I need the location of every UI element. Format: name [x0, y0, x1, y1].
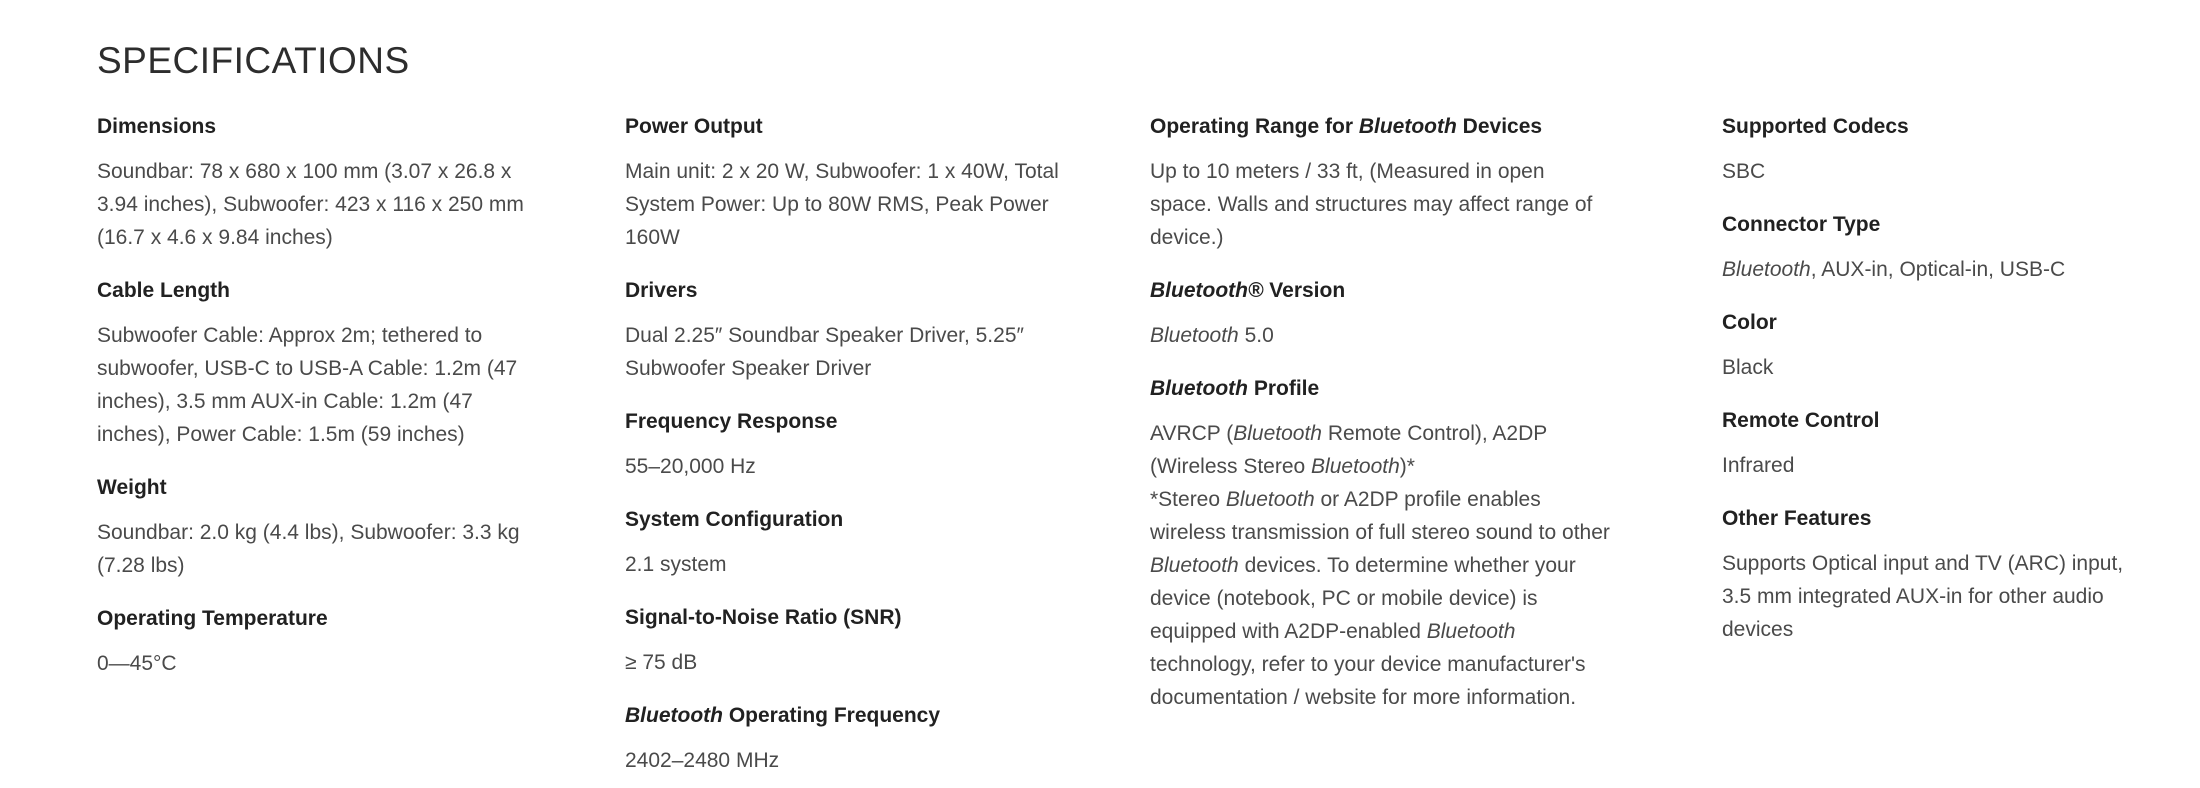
- italic-text-segment: Bluetooth: [1150, 324, 1239, 347]
- text-segment: Cable Length: [97, 279, 231, 302]
- text-segment: or A2DP profile enables wireless transmission of full stereo sound to other: [1150, 488, 1610, 544]
- spec-section: [625, 505, 1085, 581]
- spec-section: [625, 276, 1085, 385]
- italic-text-segment: Bluetooth: [1426, 620, 1516, 643]
- spec-heading: [1722, 406, 2142, 436]
- text-segment: Profile: [1247, 377, 1320, 400]
- text-segment: 5.0: [1238, 324, 1274, 347]
- italic-text-segment: Bluetooth: [1150, 377, 1248, 400]
- spec-heading: [97, 112, 547, 142]
- spec-heading: [1722, 308, 2142, 338]
- italic-text-segment: Bluetooth: [1311, 455, 1400, 478]
- spec-value: [1722, 449, 2142, 482]
- spec-value: [625, 155, 1085, 254]
- spec-section: [1150, 276, 1610, 352]
- text-segment: 2402–2480 MHz: [625, 749, 780, 772]
- italic-text-segment: Bluetooth®: [1150, 279, 1264, 302]
- spec-value: [1722, 253, 2142, 286]
- text-segment: 2.1 system: [625, 553, 727, 576]
- text-segment: Other Features: [1722, 507, 1872, 530]
- spec-heading: [97, 473, 547, 503]
- spec-value: [625, 548, 1085, 581]
- spec-section: [1722, 210, 2142, 286]
- spec-value: [97, 516, 547, 582]
- text-segment: Drivers: [625, 279, 698, 302]
- spec-value: [625, 744, 1085, 777]
- spec-section: [97, 276, 547, 451]
- text-segment: Black: [1722, 356, 1774, 379]
- spec-section: [625, 701, 1085, 777]
- text-segment: Operating Frequency: [722, 704, 941, 727]
- text-segment: System Configuration: [625, 508, 844, 531]
- italic-text-segment: Bluetooth: [1722, 258, 1811, 281]
- text-segment: Main unit: 2 x 20 W, Subwoofer: 1 x 40W, Total System Power: Up to 80W RMS, Peak Power 160W: [625, 160, 1059, 249]
- spec-value: [97, 155, 547, 254]
- text-segment: Up to 10 meters / 33 ft, (Measured in open space. Walls and structures may affect range of device.): [1150, 160, 1593, 249]
- spec-value: [97, 647, 547, 680]
- text-segment: , AUX-in, Optical-in, USB-C: [1810, 258, 2066, 281]
- spec-heading: [1150, 276, 1610, 306]
- spec-heading: [625, 112, 1085, 142]
- text-segment: devices. To determine whether your device (notebook, PC or mobile device) is equipped with A2DP-enabled: [1150, 554, 1576, 643]
- italic-text-segment: Bluetooth: [1225, 488, 1315, 511]
- spec-section: [1722, 504, 2142, 646]
- text-segment: Supports Optical input and TV (ARC) input, 3.5 mm integrated AUX-in for other audio devices: [1722, 552, 2124, 641]
- text-segment: Signal-to-Noise Ratio (SNR): [625, 606, 902, 629]
- spec-heading: [1722, 210, 2142, 240]
- page-title: SPECIFICATIONS: [97, 40, 410, 81]
- text-segment: Operating Temperature: [97, 607, 328, 630]
- text-segment: SBC: [1722, 160, 1766, 183]
- spec-heading: [625, 407, 1085, 437]
- text-segment: 55–20,000 Hz: [625, 455, 756, 478]
- spec-section: [1722, 308, 2142, 384]
- text-segment: AVRCP (: [1150, 422, 1234, 445]
- text-segment: *Stereo: [1150, 488, 1226, 511]
- text-segment: technology, refer to your device manufacturer's documentation / website for more information.: [1150, 653, 1586, 709]
- spec-value: [1722, 351, 2142, 384]
- spec-heading: [625, 276, 1085, 306]
- spec-heading: [625, 505, 1085, 535]
- text-segment: Power Output: [625, 115, 763, 138]
- italic-text-segment: Bluetooth: [625, 704, 723, 727]
- text-segment: Operating Range for: [1150, 115, 1359, 138]
- text-segment: )*: [1399, 455, 1415, 478]
- text-segment: Remote Control: [1722, 409, 1880, 432]
- text-segment: Color: [1722, 311, 1777, 334]
- text-segment: Version: [1263, 279, 1346, 302]
- spec-column-4: [1722, 112, 2142, 668]
- spec-section: [1722, 406, 2142, 482]
- spec-value: [625, 450, 1085, 483]
- spec-heading: [625, 701, 1085, 731]
- spec-section: [625, 112, 1085, 254]
- spec-section: [97, 112, 547, 254]
- text-segment: Connector Type: [1722, 213, 1881, 236]
- italic-text-segment: Bluetooth: [1233, 422, 1322, 445]
- spec-heading: [97, 604, 547, 634]
- italic-text-segment: Bluetooth: [1150, 554, 1239, 577]
- spec-value: [625, 646, 1085, 679]
- text-segment: Dimensions: [97, 115, 217, 138]
- text-segment: Soundbar: 78 x 680 x 100 mm (3.07 x 26.8 x 3.94 inches), Subwoofer: 423 x 116 x 250 mm (16.7 x 4.6 x 9.84 inches): [97, 160, 524, 249]
- spec-value: [1150, 155, 1610, 254]
- spec-column-1: [97, 112, 547, 702]
- spec-section: [1722, 112, 2142, 188]
- text-segment: Devices: [1456, 115, 1543, 138]
- spec-column-3: [1150, 112, 1610, 736]
- text-segment: Supported Codecs: [1722, 115, 1909, 138]
- spec-heading: [1150, 374, 1610, 404]
- text-segment: Remote Control), A2DP (Wireless Stereo: [1150, 422, 1547, 478]
- spec-section: [625, 407, 1085, 483]
- text-segment: 0—45°C: [97, 652, 177, 675]
- text-segment: Frequency Response: [625, 410, 838, 433]
- text-segment: ≥ 75 dB: [625, 651, 698, 674]
- spec-value: [1722, 155, 2142, 188]
- spec-value: [1722, 547, 2142, 646]
- spec-section: [97, 473, 547, 582]
- spec-value: [1150, 417, 1610, 714]
- spec-section: [1150, 374, 1610, 714]
- spec-section: [625, 603, 1085, 679]
- spec-heading: [625, 603, 1085, 633]
- spec-value: [1150, 319, 1610, 352]
- spec-heading: [1722, 504, 2142, 534]
- spec-heading: [97, 276, 547, 306]
- spec-column-2: [625, 112, 1085, 788]
- spec-heading: [1722, 112, 2142, 142]
- spec-heading: [1150, 112, 1610, 142]
- spec-section: [97, 604, 547, 680]
- text-segment: Dual 2.25″ Soundbar Speaker Driver, 5.25″ Subwoofer Speaker Driver: [625, 324, 1024, 380]
- italic-text-segment: Bluetooth: [1358, 115, 1457, 138]
- text-segment: Soundbar: 2.0 kg (4.4 lbs), Subwoofer: 3.3 kg (7.28 lbs): [97, 521, 520, 577]
- text-segment: Infrared: [1722, 454, 1795, 477]
- spec-value: [97, 319, 547, 451]
- text-segment: Subwoofer Cable: Approx 2m; tethered to subwoofer, USB-C to USB-A Cable: 1.2m (47 inches), 3.5 mm AUX-in Cable: 1.2m (47 inches), Power Cable: 1.5m (59 inches): [97, 324, 518, 446]
- spec-section: [1150, 112, 1610, 254]
- spec-value: [625, 319, 1085, 385]
- text-segment: Weight: [97, 476, 167, 499]
